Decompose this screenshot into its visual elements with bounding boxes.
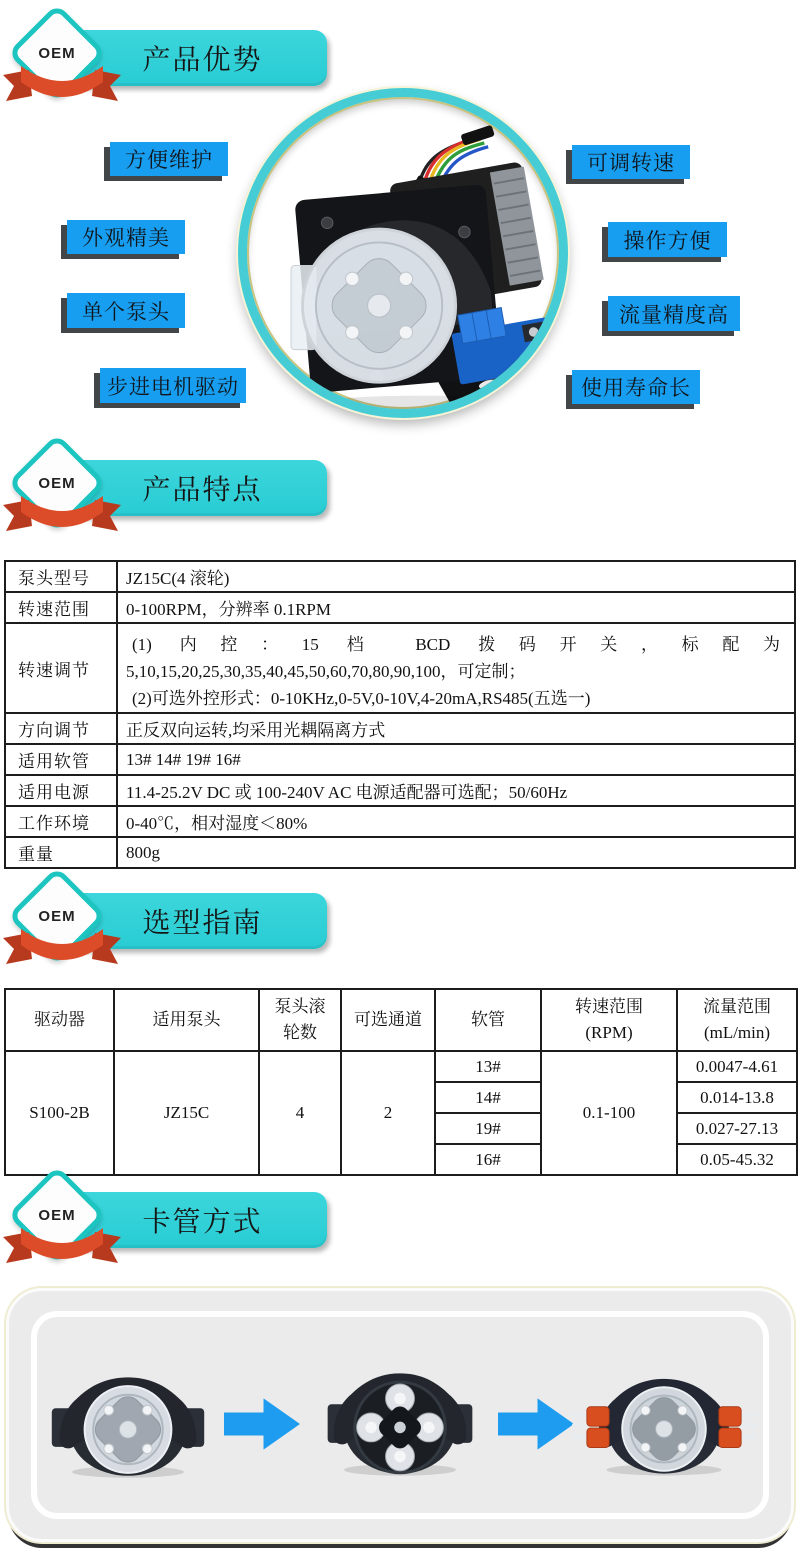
advantage-tag: 步进电机驱动 [100, 368, 246, 403]
spec-label: 适用软管 [5, 744, 117, 775]
table-row [5, 1051, 797, 1082]
section-title: 卡管方式 [142, 1206, 263, 1237]
advantage-tag: 单个泵头 [67, 293, 185, 328]
spec-label: 工作环境 [5, 806, 117, 837]
table-row [5, 744, 795, 775]
section-title: 产品优势 [142, 44, 263, 75]
ribbon-icon [1, 927, 123, 973]
spec-label: 适用电源 [5, 775, 117, 806]
spec-value [117, 623, 795, 713]
column-header: 软管 [435, 989, 541, 1051]
spec-value: 0-40℃，相对湿度＜80% [117, 806, 795, 837]
advantage-tag: 可调转速 [572, 145, 690, 179]
table-row [5, 592, 795, 623]
pump-head-step2-image [318, 1344, 482, 1480]
spec-value: 0-100RPM，分辨率 0.1RPM [117, 592, 795, 623]
spec-value: 11.4-25.2V DC 或 100-240V AC 电源适配器可选配；50/60Hz [117, 775, 795, 806]
driver-cell: S100-2B [5, 1051, 114, 1175]
table-header-row [5, 989, 797, 1051]
column-header: 泵头滚 轮数 [259, 989, 341, 1051]
speed-range-cell: 0.1-100 [541, 1051, 677, 1175]
section-title: 选型指南 [142, 907, 263, 938]
spec-label: 重量 [5, 837, 117, 868]
ribbon-icon [1, 1226, 123, 1272]
advantage-tag: 流量精度高 [608, 296, 740, 331]
advantage-tag: 操作方便 [608, 222, 727, 257]
pump-head-cell: JZ15C [114, 1051, 259, 1175]
column-header: 适用泵头 [114, 989, 259, 1051]
oem-badge-label: OEM [38, 474, 76, 492]
spec-value-line: (1) 内控：15 档 BCD 拨码开关，标配为 [132, 634, 780, 654]
table-row [5, 561, 795, 592]
oem-badge-label: OEM [38, 44, 76, 62]
flow-range-cell: 0.027-27.13 [677, 1113, 797, 1144]
pump-head-step1-image [46, 1352, 210, 1480]
tubing-cell: 16# [435, 1144, 541, 1175]
flow-range-cell: 0.014-13.8 [677, 1082, 797, 1113]
spec-value: 800g [117, 837, 795, 868]
table-row [5, 713, 795, 744]
ribbon-icon [1, 64, 123, 110]
flow-range-cell: 0.05-45.32 [677, 1144, 797, 1175]
tubing-cell: 19# [435, 1113, 541, 1144]
selection-table [4, 988, 798, 1176]
tubing-cell: 13# [435, 1051, 541, 1082]
oem-badge-label: OEM [38, 1206, 76, 1224]
channels-cell: 2 [341, 1051, 435, 1175]
section-header-features [0, 430, 345, 555]
column-header: 可选通道 [341, 989, 435, 1051]
advantage-tag: 使用寿命长 [572, 370, 700, 404]
spec-value: 13# 14# 19# 16# [117, 744, 795, 775]
tubing-cell: 14# [435, 1082, 541, 1113]
oem-badge-label: OEM [38, 907, 76, 925]
ribbon-icon [1, 494, 123, 540]
spec-label: 转速调节 [5, 623, 117, 713]
section-header-selection [0, 863, 345, 988]
advantage-tag: 外观精美 [67, 220, 185, 254]
column-header: 驱动器 [5, 989, 114, 1051]
product-photo-circle [238, 88, 568, 418]
spec-value: 正反双向运转,均采用光耦隔离方式 [117, 713, 795, 744]
spec-label: 泵头型号 [5, 561, 117, 592]
rollers-cell: 4 [259, 1051, 341, 1175]
section-header-advantages [0, 0, 345, 125]
features-table [4, 560, 796, 869]
spec-label: 转速范围 [5, 592, 117, 623]
spec-value: JZ15C(4 滚轮) [117, 561, 795, 592]
spec-value-line: 5,10,15,20,25,30,35,40,45,50,60,70,80,90,100，可定制； [126, 661, 526, 681]
advantage-tag: 方便维护 [110, 142, 228, 176]
section-title: 产品特点 [142, 474, 263, 505]
table-row [5, 775, 795, 806]
table-row [5, 623, 795, 713]
pump-product-image [247, 97, 559, 409]
spec-label: 方向调节 [5, 713, 117, 744]
column-header: 流量范围 (mL/min) [677, 989, 797, 1051]
section-header-clamping [0, 1162, 345, 1287]
pump-head-step3-image [572, 1352, 756, 1480]
flow-range-cell: 0.0047-4.61 [677, 1051, 797, 1082]
spec-value-line: (2)可选外控形式：0-10KHz,0-5V,0-10V,4-20mA,RS485(五选一) [132, 688, 591, 708]
table-row [5, 806, 795, 837]
column-header: 转速范围 (RPM) [541, 989, 677, 1051]
